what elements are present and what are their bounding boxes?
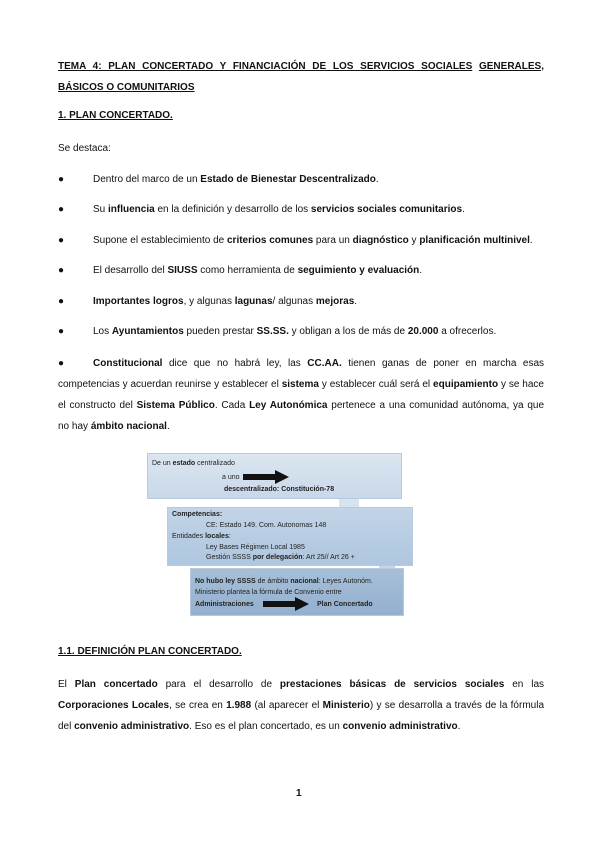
- bullet-marker: ●: [58, 265, 65, 276]
- diagram-box-descentralizacion: [147, 453, 402, 499]
- document-title: [58, 56, 544, 98]
- box2-line-1: Competencias:: [172, 511, 223, 518]
- title-part-1: TEMA 4: PLAN CONCERTADO Y FINANCIACIÓN DE LOS SERVICIOS SOCIALES: [58, 61, 473, 72]
- box2-line-4: Ley Bases Régimen Local 1985: [206, 544, 305, 551]
- box3-line-3b: Plan Concertado: [317, 601, 373, 608]
- intro-text: Se destaca:: [58, 143, 111, 154]
- box2-line-5: Gestión SSSS por delegación: Art 25// Art 26 +: [206, 554, 355, 561]
- bullet-item-2: Su influencia en la definición y desarrollo de los servicios sociales comunitarios.: [93, 204, 465, 215]
- bullet-marker: ●: [58, 174, 65, 185]
- box3-line-3a: Administraciones: [195, 601, 254, 608]
- bullet-marker: ●: [58, 358, 65, 369]
- bullet-item-5: Importantes logros, y algunas lagunas/ algunas mejoras.: [93, 296, 358, 307]
- right-arrow-icon: [243, 470, 291, 484]
- section-heading-plan-concertado: 1. PLAN CONCERTADO.: [58, 110, 173, 121]
- box2-line-3: Entidades locales:: [172, 533, 231, 540]
- bullet-marker: ●: [58, 204, 65, 215]
- definition-paragraph: El Plan concertado para el desarrollo de prestaciones básicas de servicios sociales en las Corporaciones Locales, se crea en 1.988 (al aparecer el Ministerio) y se desarrolla a través de la fórmula del convenio administrativo. Eso es el plan concertado, es un convenio administrativo.: [58, 679, 545, 732]
- page-number: 1: [296, 788, 302, 799]
- bullet-item-4: El desarrollo del SIUSS como herramienta de seguimiento y evaluación.: [93, 265, 423, 276]
- bullet-item-6: Los Ayuntamientos pueden prestar SS.SS. y obligan a los de más de 20.000 a ofrecerlos.: [93, 326, 497, 337]
- diagram-box-convenio: [190, 568, 404, 616]
- bullet-marker: ●: [58, 296, 65, 307]
- box1-line-2: a uno: [222, 474, 240, 481]
- box3-line-2: Ministerio plantea la fórmula de Convenio entre: [195, 589, 342, 596]
- bullet-marker: ●: [58, 326, 65, 337]
- diagram-box-competencias: [167, 507, 413, 566]
- section-heading-definicion: 1.1. DEFINICIÓN PLAN CONCERTADO.: [58, 646, 242, 657]
- bullet-item-1: Dentro del marco de un Estado de Bienestar Descentralizado.: [93, 174, 379, 185]
- plan-concertado-diagram: [147, 453, 410, 618]
- box3-line-1: No hubo ley SSSS de ámbito nacional: Leyes Autonóm.: [195, 578, 373, 585]
- bullet-marker: ●: [58, 235, 65, 246]
- right-arrow-icon: [263, 597, 311, 611]
- box1-line-3: descentralizado: Constitución-78: [224, 486, 335, 493]
- box2-line-2: CE: Estado 149. Com. Autonomas 148: [206, 522, 327, 529]
- bullet-item-3: Supone el establecimiento de criterios comunes para un diagnóstico y planificación multinivel.: [93, 235, 533, 246]
- bullet-item-7: ● Constitucional dice que no habrá ley, las CC.AA. tienen ganas de poner en marcha esas competencias y acuerdan reunirse y establecer el sistema y establecer cuál será el equipamiento y se hace el constructo del Sistema Público. Cada Ley Autonómica pertenece a una comunidad autónoma, ya que no hay ámbito nacional.: [58, 353, 544, 437]
- title-part-2: GENERALES, BÁSICOS O COMUNITARIOS: [58, 61, 544, 93]
- box1-line-1: De un estado centralizado: [152, 460, 235, 467]
